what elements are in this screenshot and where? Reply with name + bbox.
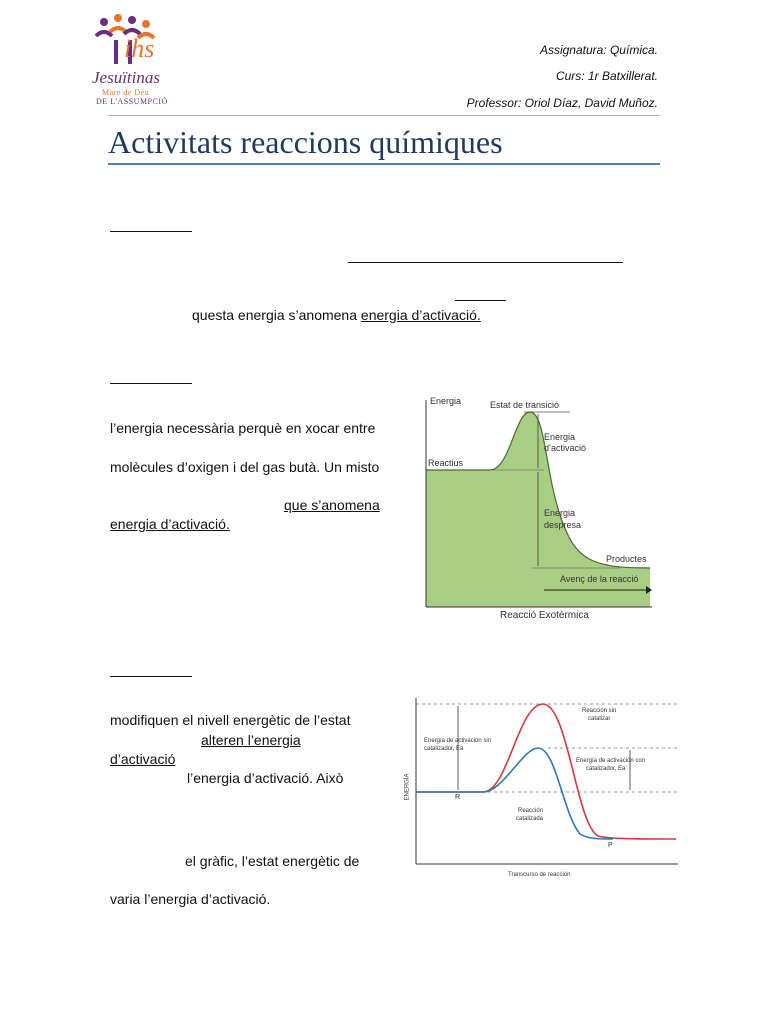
logo-brand: ihs (124, 34, 155, 63)
section1-short-line (455, 300, 506, 301)
fig1-reactants-label: Reactius (428, 458, 464, 468)
fig2-y-label: ENERGÍA (404, 773, 411, 801)
logo-name: Jesuïtinas (92, 68, 160, 87)
catalyst-figure (398, 694, 683, 886)
exothermic-figure (420, 390, 660, 630)
fig2-ea-uncat-2: catalizador, Ea (424, 746, 464, 752)
fig1-x-label: Avenç de la reacció (560, 574, 639, 584)
header-teachers: Professor: Oriol Díaz, David Muñoz. (466, 96, 658, 110)
section1-blank-line (348, 262, 623, 263)
fig1-y-label: Energia (430, 396, 462, 406)
fig1-caption: Reacció Exotèrmica (500, 610, 589, 621)
section3-line3: d’activació (110, 751, 176, 767)
section2-line2: molècules d’oxigen i del gas butà. Un misto (110, 459, 380, 475)
header-course: Curs: 1r Batxillerat. (555, 69, 658, 83)
header-subject: Assignatura: Química. (539, 43, 658, 57)
section1-heading-line (110, 231, 192, 232)
section2-line1: l’energia necessària perquè en xocar entre (110, 420, 376, 436)
fig1-released-label-1: Energia (544, 508, 576, 518)
fig2-x-label: Transcurso de reacción (508, 872, 571, 878)
section2-line4: energia d’activació. (110, 516, 230, 532)
fig2-ea-cat-2: catalizador, Ea’ (586, 766, 627, 772)
logo-line1: Mare de Déu (102, 88, 150, 97)
fig1-products-label: Productes (606, 554, 647, 564)
fig1-activation-label-1: Energia (544, 432, 576, 442)
school-logo (90, 12, 172, 108)
section3-line5: el gràfic, l’estat energètic de (185, 853, 360, 869)
fig2-uncat-label-1: Reacción sin (582, 708, 617, 714)
page-title: Activitats reaccions químiques (108, 124, 503, 160)
catalyst-diagram (398, 694, 683, 886)
exothermic-diagram (420, 390, 660, 630)
section2-heading-line (110, 383, 192, 384)
section3-heading-line (110, 676, 192, 677)
section3-line6: varia l’energia d’activació. (110, 891, 271, 907)
section3-line2: alteren l’energia (201, 732, 301, 748)
fig2-cat-label-2: catalizada (516, 816, 544, 822)
header-divider (108, 115, 660, 116)
logo-line2: DE L'ASSUMPCIÓ (96, 97, 168, 106)
uncatalyzed-curve (416, 704, 676, 839)
section1-text: questa energia s’anomena (192, 307, 361, 323)
fig2-ea-cat-1: Energía de activación con (576, 758, 646, 764)
title-underline (108, 163, 660, 165)
fig1-transition-label: Estat de transició (490, 400, 560, 410)
section3-line1: modifiquen el nivell energètic de l’estat (110, 712, 351, 728)
fig2-cat-label-1: Reacción (518, 808, 544, 814)
fig1-activation-label-2: d’activació (544, 443, 587, 453)
section3-line4: l’energia d’activació. Això (187, 770, 344, 786)
section1-term: energia d’activació. (360, 307, 481, 323)
fig2-ea-uncat-1: Energía de activación sin (424, 738, 492, 744)
fig1-released-label-2: despresa (544, 520, 582, 530)
fig2-r-label: R (455, 794, 461, 801)
fig2-p-label: P (608, 842, 613, 849)
section1-text-line (192, 306, 481, 324)
section2-line3: que s’anomena (284, 497, 380, 513)
fig2-uncat-label-2: catalizar (588, 716, 611, 722)
